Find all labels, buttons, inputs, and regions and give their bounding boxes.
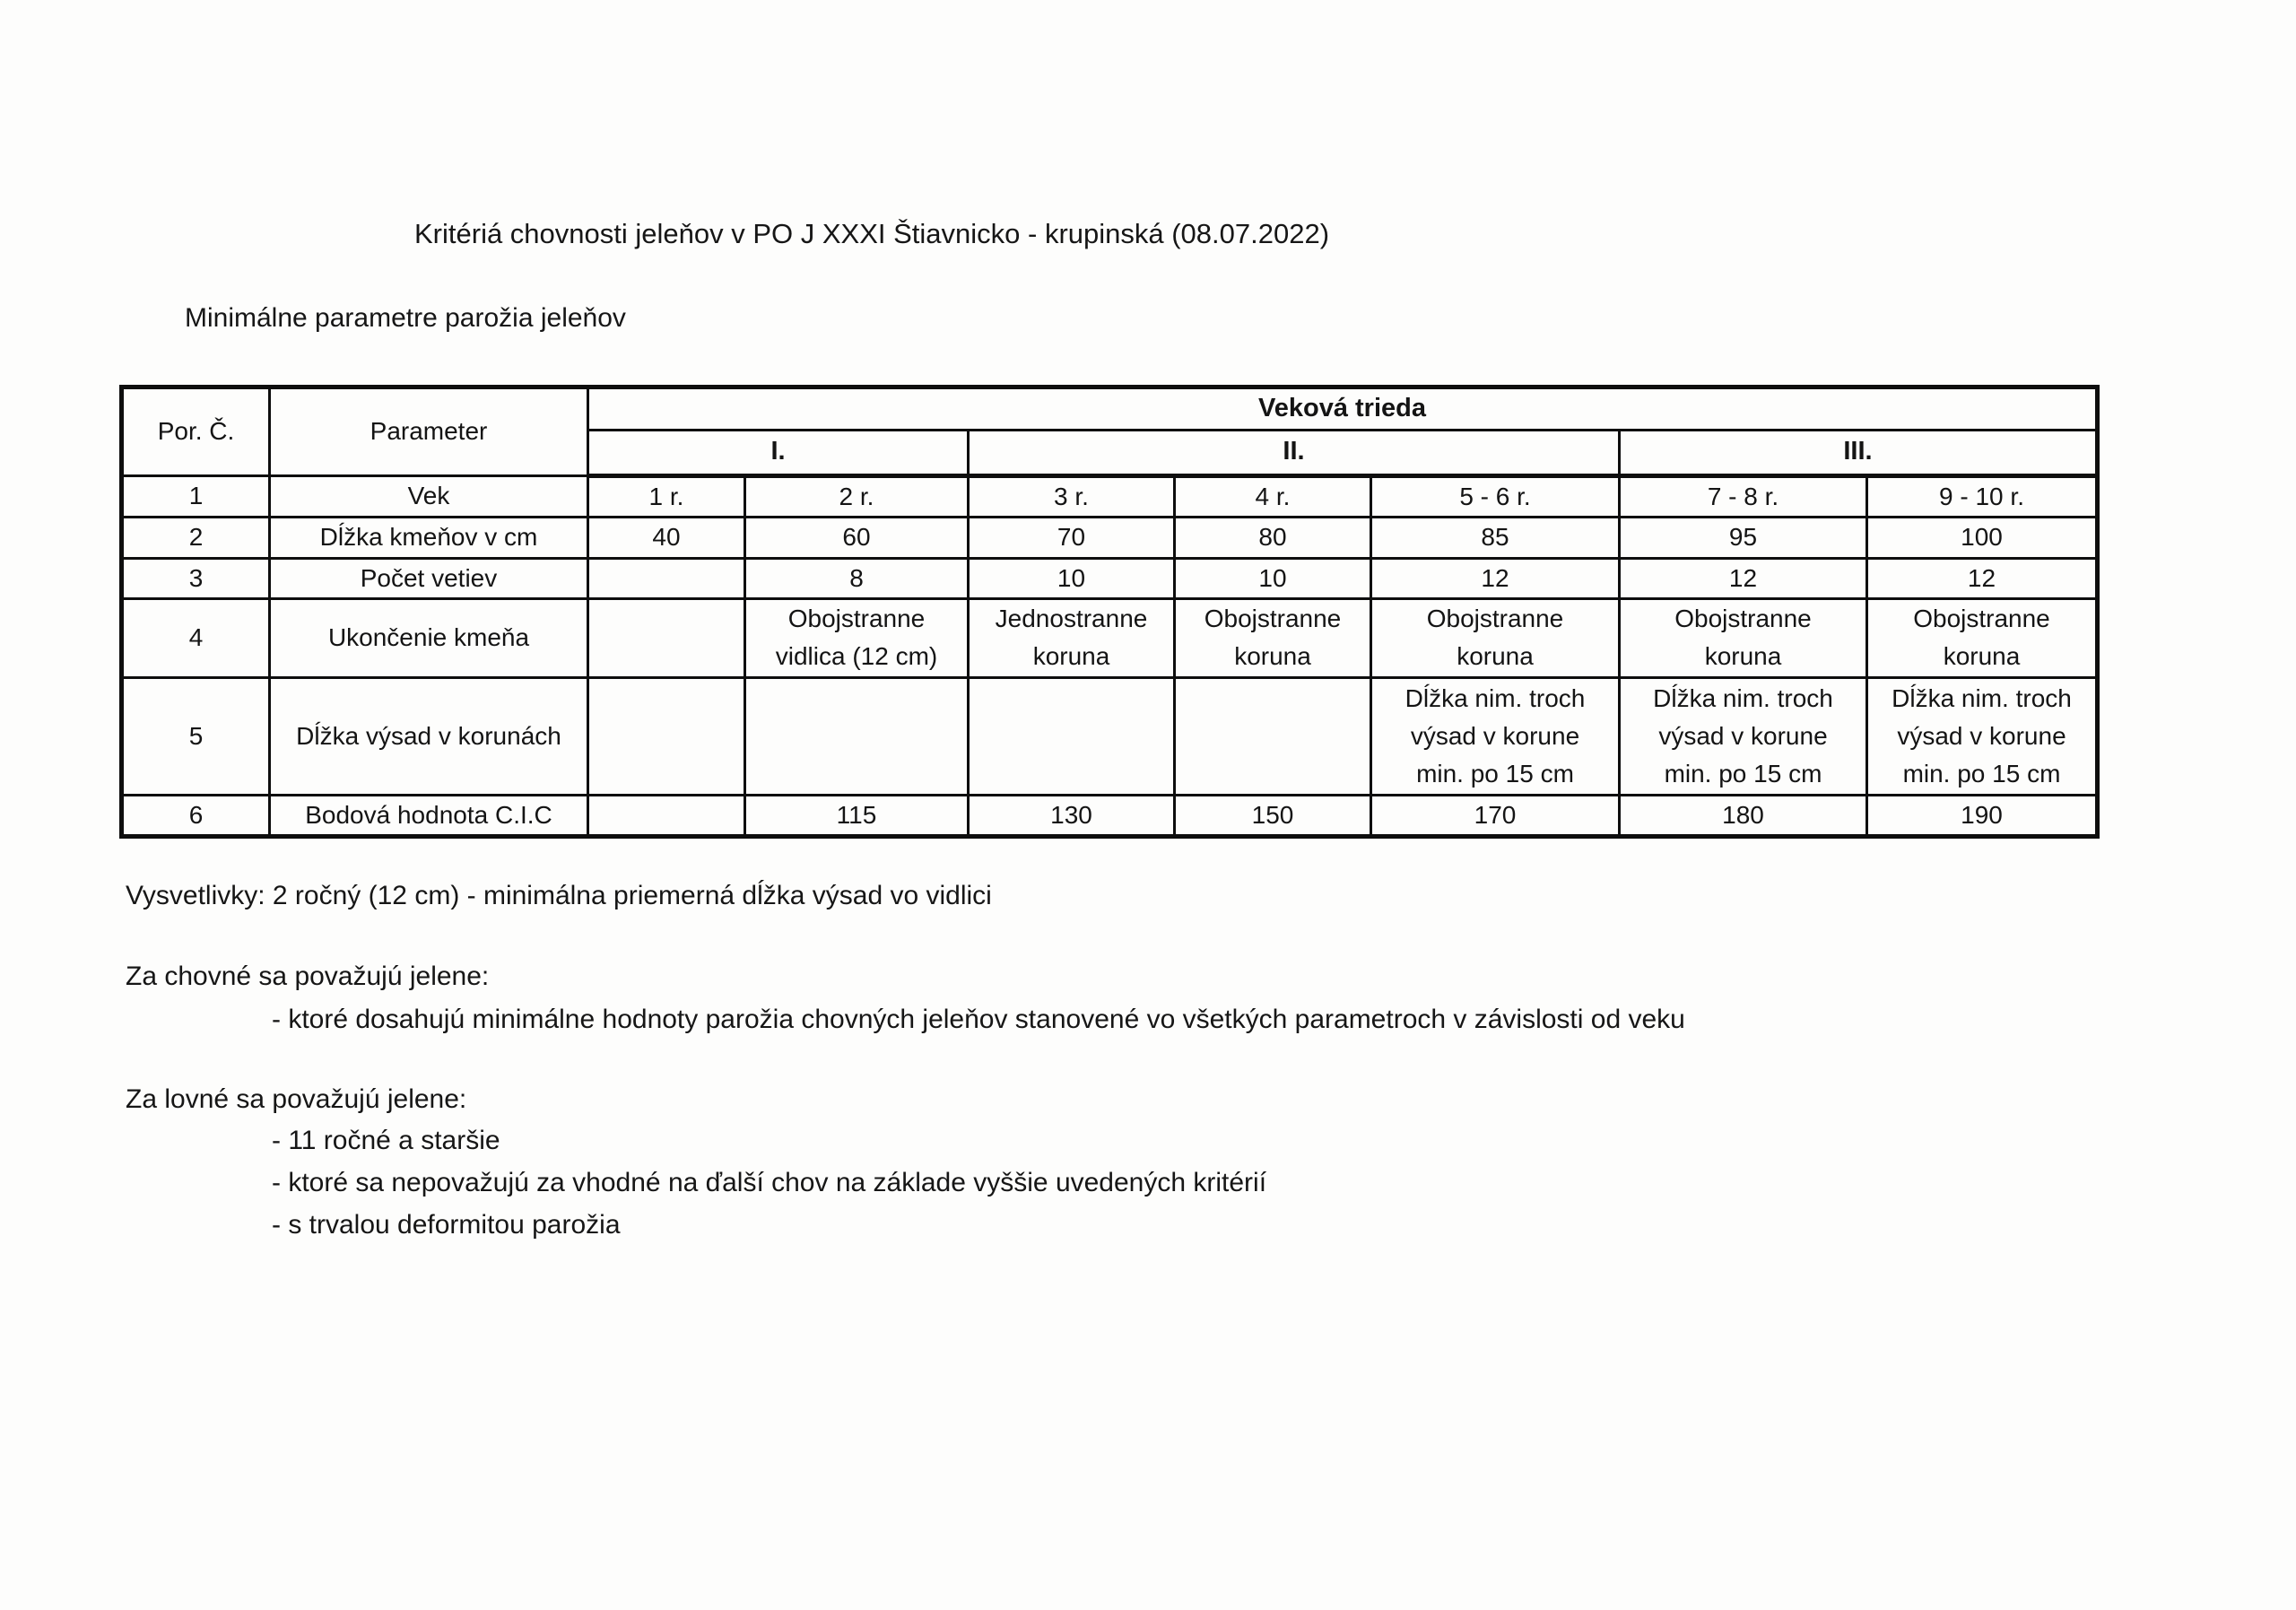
table-cell: Obojstranne koruna <box>1175 598 1371 677</box>
header-class-2: II. <box>969 430 1620 475</box>
row-number: 5 <box>122 677 270 795</box>
table-cell: Obojstranne koruna <box>1371 598 1620 677</box>
header-serial: Por. Č. <box>122 387 270 476</box>
table-cell: 12 <box>1867 558 2098 598</box>
row-number: 4 <box>122 598 270 677</box>
param-label: Dĺžka výsad v korunách <box>270 677 588 795</box>
table-row <box>122 558 2098 598</box>
breeding-heading: Za chovné sa považujú jelene: <box>126 962 490 991</box>
table-cell: Dĺžka nim. troch výsad v korune min. po 15 cm <box>1371 677 1620 795</box>
param-label: Počet vetiev <box>270 558 588 598</box>
param-label: Ukončenie kmeňa <box>270 598 588 677</box>
hunting-item: - ktoré sa nepovažujú za vhodné na ďalší chov na základe vyššie uvedených kritérií <box>272 1168 1267 1197</box>
table-cell: 7 - 8 r. <box>1620 475 1867 517</box>
table-cell: 60 <box>745 517 969 558</box>
table-row <box>122 517 2098 558</box>
table-cell: 9 - 10 r. <box>1867 475 2098 517</box>
hunting-item: - 11 ročné a staršie <box>272 1126 500 1155</box>
table-cell: 40 <box>588 517 745 558</box>
table-cell: 150 <box>1175 795 1371 836</box>
table-cell: Jednostranne koruna <box>969 598 1175 677</box>
table-cell: 80 <box>1175 517 1371 558</box>
table-cell: 12 <box>1620 558 1867 598</box>
table-cell: Dĺžka nim. troch výsad v korune min. po 15 cm <box>1867 677 2098 795</box>
header-parameter: Parameter <box>270 387 588 476</box>
table-cell: 95 <box>1620 517 1867 558</box>
table-cell: 190 <box>1867 795 2098 836</box>
table-cell: 10 <box>1175 558 1371 598</box>
table-cell: 5 - 6 r. <box>1371 475 1620 517</box>
table-cell: Obojstranne vidlica (12 cm) <box>745 598 969 677</box>
criteria-table <box>119 385 2100 839</box>
table-cell: 100 <box>1867 517 2098 558</box>
table-row <box>122 598 2098 677</box>
table-cell: Dĺžka nim. troch výsad v korune min. po 15 cm <box>1620 677 1867 795</box>
table-cell: Obojstranne koruna <box>1867 598 2098 677</box>
table-cell: 130 <box>969 795 1175 836</box>
table-cell: 10 <box>969 558 1175 598</box>
table-group-header-row <box>122 387 2098 431</box>
table-cell: 170 <box>1371 795 1620 836</box>
table-row <box>122 677 2098 795</box>
table-cell <box>588 598 745 677</box>
table-row <box>122 475 2098 517</box>
table-cell: 4 r. <box>1175 475 1371 517</box>
table-row <box>122 795 2098 836</box>
table-cell <box>588 795 745 836</box>
page-subtitle: Minimálne parametre parožia jeleňov <box>185 303 626 333</box>
table-cell <box>588 558 745 598</box>
table-cell: 115 <box>745 795 969 836</box>
header-class-1: I. <box>588 430 969 475</box>
hunting-heading: Za lovné sa považujú jelene: <box>126 1084 467 1114</box>
table-cell <box>745 677 969 795</box>
table-cell: 3 r. <box>969 475 1175 517</box>
table-cell: 1 r. <box>588 475 745 517</box>
header-age-group: Veková trieda <box>588 387 2098 431</box>
table-cell: 70 <box>969 517 1175 558</box>
header-class-3: III. <box>1620 430 2098 475</box>
row-number: 6 <box>122 795 270 836</box>
breeding-item: - ktoré dosahujú minimálne hodnoty parožia chovných jeleňov stanovené vo všetkých parametroch v závislosti od veku <box>272 1005 1685 1034</box>
table-cell: 2 r. <box>745 475 969 517</box>
param-label: Bodová hodnota C.I.C <box>270 795 588 836</box>
table-cell <box>588 677 745 795</box>
table-cell <box>969 677 1175 795</box>
table-cell: 180 <box>1620 795 1867 836</box>
page-title: Kritériá chovnosti jeleňov v PO J XXXI Štiavnicko - krupinská (08.07.2022) <box>414 218 1330 249</box>
hunting-item: - s trvalou deformitou parožia <box>272 1210 621 1240</box>
param-label: Vek <box>270 475 588 517</box>
row-number: 2 <box>122 517 270 558</box>
table-cell: Obojstranne koruna <box>1620 598 1867 677</box>
row-number: 3 <box>122 558 270 598</box>
legend-note: Vysvetlivky: 2 ročný (12 cm) - minimálna priemerná dĺžka výsad vo vidlici <box>126 881 992 910</box>
param-label: Dĺžka kmeňov v cm <box>270 517 588 558</box>
table-cell: 8 <box>745 558 969 598</box>
table-cell: 85 <box>1371 517 1620 558</box>
row-number: 1 <box>122 475 270 517</box>
table-cell <box>1175 677 1371 795</box>
table-cell: 12 <box>1371 558 1620 598</box>
